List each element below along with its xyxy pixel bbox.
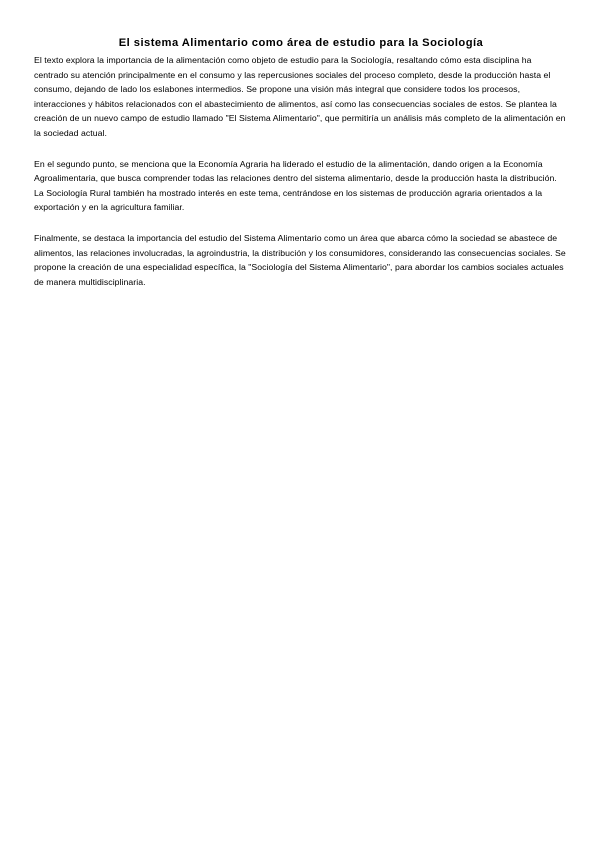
paragraph-intro: El texto explora la importancia de la alimentación como objeto de estudio para la Sociología, resaltando cómo esta disciplina ha centrado su atención principalmente en el consumo y las repercusiones sociales del proceso completo, desde la producción hasta el consumo, dejando de lado los eslabones intermedios. Se propone una visión más integral que considere todos los procesos, interacciones y hábitos relacionados con el abastecimiento de alimentos, así como las consecuencias sociales de estos. Se plantea la creación de un nuevo campo de estudio llamado "El Sistema Alimentario", que permitiría un análisis más completo de la alimentación en la sociedad actual. — [34, 55, 566, 138]
document-title: El sistema Alimentario como área de estudio para la Sociología — [118, 37, 484, 49]
paragraph-conclusion: Finalmente, se destaca la importancia del estudio del Sistema Alimentario como un área que abarca cómo la sociedad se abastece de alimentos, las relaciones involucradas, la agroindustria, la distribución y los consumidores, considerando las consecuencias sociales. Se propone la creación de una especialidad específica, la "Sociología del Sistema Alimentario", para abordar los cambios sociales actuales de manera multidisciplinaria. — [34, 232, 566, 287]
paragraph-second-point: En el segundo punto, se menciona que la Economía Agraria ha liderado el estudio de la alimentación, dando origen a la Economía Agroalimentaria, que busca comprender todas las relaciones dentro del sistema alimentario, desde la producción hasta la distribución. La Sociología Rural también ha mostrado interés en este tema, centrándose en los sistemas de producción agraria orientados a la exportación y en la agricultura familiar. — [34, 158, 557, 213]
document-page — [34, 36, 568, 305]
